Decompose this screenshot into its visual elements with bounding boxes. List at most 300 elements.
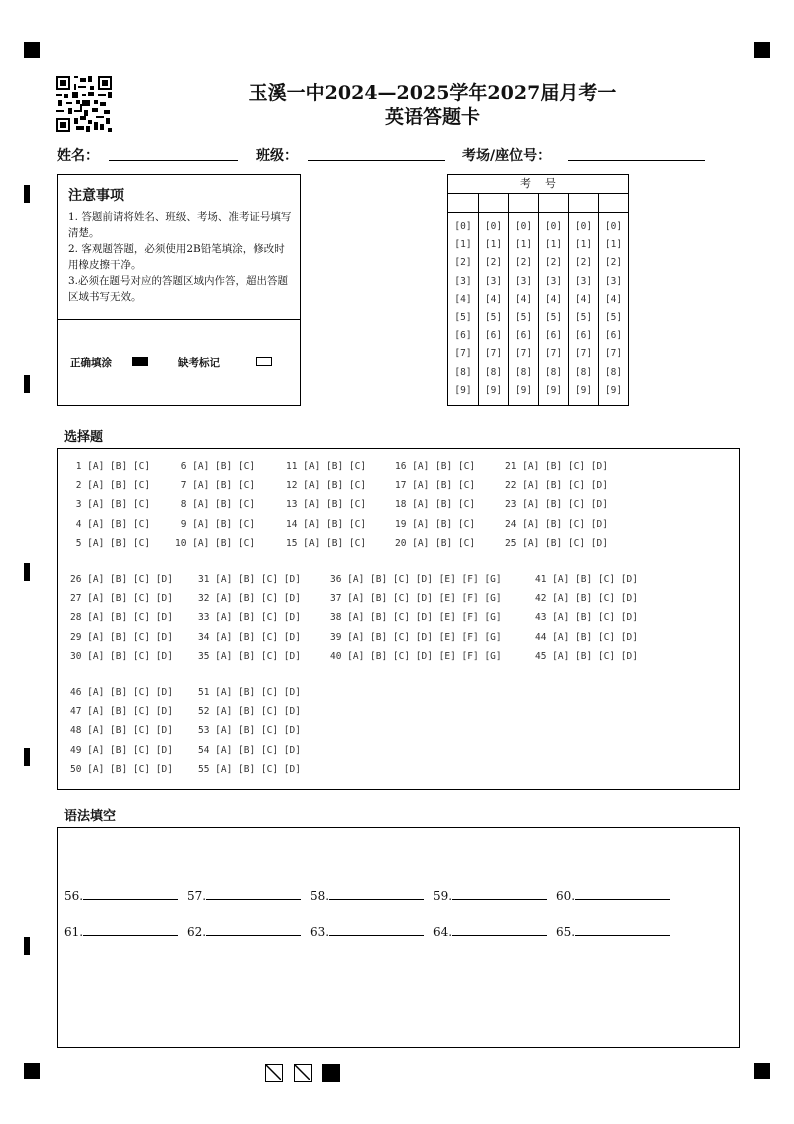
option-bubbles[interactable]: [A] [B] [C] [D] <box>87 744 173 756</box>
timing-mark <box>24 375 30 393</box>
exam-digit-bubble[interactable]: [9] <box>544 384 563 396</box>
option-bubbles[interactable]: [A] [B] [C] <box>412 499 476 511</box>
question-33[interactable] <box>198 612 301 623</box>
question-55[interactable] <box>198 764 301 775</box>
blank-number: 62. <box>187 925 207 939</box>
question-41[interactable] <box>535 574 638 585</box>
option-bubbles[interactable]: [A] [B] [C] [D] <box>552 631 638 643</box>
option-bubbles[interactable]: [A] [B] [C] [D] <box>87 650 173 662</box>
exam-digit-bubble[interactable]: [0] <box>484 221 503 232</box>
question-35[interactable] <box>198 651 301 662</box>
question-22[interactable] <box>505 480 608 491</box>
exam-digit-bubble[interactable]: [0] <box>544 221 563 232</box>
question-14[interactable] <box>286 519 366 530</box>
absent-mark-label: 缺考标记 <box>178 357 220 369</box>
option-bubbles[interactable]: [A] [B] [C] <box>87 499 151 511</box>
correct-fill-label: 正确填涂 <box>70 357 112 369</box>
exam-digit-bubble[interactable]: [6] <box>454 330 472 342</box>
question-24[interactable] <box>505 519 608 530</box>
option-bubbles[interactable]: [A] [B] [C] <box>87 480 151 492</box>
question-53[interactable] <box>198 725 301 736</box>
option-bubbles[interactable]: [A] [B] [C] <box>87 461 151 472</box>
exam-digit-bubble[interactable]: [0] <box>454 221 472 232</box>
option-bubbles[interactable]: [A] [B] [C] [D] <box>87 706 173 718</box>
notice-item: 3.必须在题号对应的答题区域内作答，超出答题区域书写无效。 <box>68 275 289 303</box>
question-9[interactable] <box>175 519 255 530</box>
name-label: 姓名： <box>57 148 99 164</box>
correct-fill-sample <box>132 357 148 366</box>
option-bubbles[interactable]: [A] [B] [C] [D] <box>87 687 173 698</box>
question-number: 44 <box>535 631 553 643</box>
question-number: 6 <box>175 461 193 472</box>
question-2[interactable] <box>70 480 150 491</box>
exam-digit-bubble[interactable]: [4] <box>604 293 623 305</box>
exam-digit-bubble[interactable]: [4] <box>454 293 472 305</box>
question-number: 15 <box>286 537 304 549</box>
question-23[interactable] <box>505 499 608 510</box>
question-number: 19 <box>395 518 413 530</box>
exam-digit-bubble[interactable]: [2] <box>544 257 563 269</box>
exam-number-write-cell[interactable] <box>539 194 568 213</box>
exam-number-column <box>508 194 538 405</box>
absent-mark-box[interactable] <box>256 357 272 366</box>
corner-mark-top-right <box>754 42 770 58</box>
question-42[interactable] <box>535 593 638 604</box>
grammar-fill-title: 语法填空 <box>64 809 117 824</box>
question-number: 37 <box>330 593 348 605</box>
question-26[interactable] <box>70 574 173 585</box>
question-number: 48 <box>70 725 88 737</box>
question-11[interactable] <box>286 461 366 472</box>
exam-digit-bubble[interactable]: [7] <box>544 348 563 360</box>
blank-number: 63. <box>310 925 330 939</box>
option-bubbles[interactable]: [A] [B] [C] [D] <box>215 744 301 756</box>
question-21[interactable] <box>505 461 608 472</box>
option-bubbles[interactable]: [A] [B] [C] [D] <box>215 631 301 643</box>
question-number: 3 <box>70 499 88 511</box>
question-number: 13 <box>286 499 304 511</box>
option-bubbles[interactable]: [A] [B] [C] [D] [E] [F] [G] <box>347 574 502 585</box>
blank-line[interactable] <box>452 924 547 936</box>
exam-digit-bubble[interactable]: [5] <box>574 311 593 323</box>
exam-digit-bubble[interactable]: [5] <box>604 311 623 323</box>
option-bubbles[interactable]: [A] [B] [C] [D] <box>215 612 301 624</box>
question-43[interactable] <box>535 612 638 623</box>
question-number: 21 <box>505 461 523 472</box>
question-number: 24 <box>505 518 523 530</box>
notice-box <box>57 174 301 406</box>
exam-digit-bubble[interactable]: [4] <box>514 293 533 305</box>
blank-line[interactable] <box>329 924 424 936</box>
question-number: 20 <box>395 537 413 549</box>
question-29[interactable] <box>70 632 173 643</box>
exam-digit-bubble[interactable]: [8] <box>574 366 593 378</box>
corner-mark-bottom-right <box>754 1063 770 1079</box>
question-number: 2 <box>70 480 88 492</box>
question-number: 54 <box>198 744 216 756</box>
question-number: 47 <box>70 706 88 718</box>
exam-digit-bubble[interactable]: [3] <box>484 275 503 287</box>
exam-number-header: 考号 <box>448 175 628 194</box>
timing-mark <box>24 748 30 766</box>
blank-line[interactable] <box>83 924 178 936</box>
blank-number: 61. <box>64 925 84 939</box>
timing-mark <box>24 185 30 203</box>
notice-items <box>68 209 294 305</box>
question-number: 26 <box>70 574 88 585</box>
option-bubbles[interactable]: [A] [B] [C] [D] <box>87 763 173 775</box>
exam-digit-bubble[interactable]: [8] <box>544 366 563 378</box>
exam-digit-bubble[interactable]: [7] <box>484 348 503 360</box>
question-48[interactable] <box>70 725 173 736</box>
question-19[interactable] <box>395 519 475 530</box>
question-number: 25 <box>505 537 523 549</box>
blank-number: 65. <box>556 925 576 939</box>
question-number: 1 <box>70 461 88 472</box>
question-38[interactable] <box>330 612 502 623</box>
option-bubbles[interactable]: [A] [B] [C] <box>303 480 367 492</box>
blank-number: 56. <box>64 889 84 903</box>
page-title: 玉溪一中2024—2025学年2027届月考一 <box>248 82 617 104</box>
exam-digit-bubble[interactable]: [1] <box>484 239 503 251</box>
blank-line[interactable] <box>83 888 178 900</box>
exam-digit-bubble[interactable]: [2] <box>484 257 503 269</box>
option-bubbles[interactable]: [A] [B] [C] [D] <box>87 574 173 585</box>
multiple-choice-title: 选择题 <box>64 430 104 445</box>
question-45[interactable] <box>535 651 638 662</box>
question-5[interactable] <box>70 538 150 549</box>
option-bubbles[interactable]: [A] [B] [C] <box>303 518 367 530</box>
option-bubbles[interactable]: [A] [B] [C] <box>192 480 256 492</box>
question-number: 52 <box>198 706 216 718</box>
question-46[interactable] <box>70 687 173 698</box>
option-bubbles[interactable]: [A] [B] [C] [D] <box>215 687 301 698</box>
exam-digit-bubble[interactable]: [8] <box>484 366 503 378</box>
exam-digit-bubble[interactable]: [0] <box>604 221 623 232</box>
exam-digit-bubble[interactable]: [5] <box>544 311 563 323</box>
option-bubbles[interactable]: [A] [B] [C] [D] <box>87 725 173 737</box>
option-bubbles[interactable]: [A] [B] [C] [D] <box>87 631 173 643</box>
blank-62[interactable] <box>187 924 301 939</box>
exam-digit-bubble[interactable]: [1] <box>454 239 472 251</box>
notice-title: 注意事项 <box>68 188 124 204</box>
option-bubbles[interactable]: [A] [B] [C] [D] <box>87 593 173 605</box>
question-31[interactable] <box>198 574 301 585</box>
question-number: 43 <box>535 612 553 624</box>
blank-59[interactable] <box>433 888 547 903</box>
option-bubbles[interactable]: [A] [B] [C] <box>192 537 256 549</box>
question-number: 40 <box>330 650 348 662</box>
option-bubbles[interactable]: [A] [B] [C] <box>192 499 256 511</box>
exam-number-write-cell[interactable] <box>509 194 538 213</box>
exam-digit-bubble[interactable]: [1] <box>544 239 563 251</box>
corner-mark-bottom-left <box>24 1063 40 1079</box>
option-bubbles[interactable]: [A] [B] [C] [D] <box>215 574 301 585</box>
exam-digit-bubble[interactable]: [8] <box>454 366 472 378</box>
question-51[interactable] <box>198 687 301 698</box>
exam-digit-bubble[interactable]: [7] <box>454 348 472 360</box>
question-number: 35 <box>198 650 216 662</box>
option-bubbles[interactable]: [A] [B] [C] [D] <box>215 725 301 737</box>
page-marker-crossed-box <box>294 1064 312 1082</box>
exam-digit-bubble[interactable]: [9] <box>574 384 593 396</box>
question-12[interactable] <box>286 480 366 491</box>
exam-digit-bubble[interactable]: [6] <box>604 330 623 342</box>
question-49[interactable] <box>70 745 173 756</box>
page-subtitle: 英语答题卡 <box>384 106 480 128</box>
blank-line[interactable] <box>575 924 670 936</box>
question-28[interactable] <box>70 612 173 623</box>
option-bubbles[interactable]: [A] [B] [C] <box>412 480 476 492</box>
question-47[interactable] <box>70 706 173 717</box>
question-number: 27 <box>70 593 88 605</box>
blank-line[interactable] <box>452 888 547 900</box>
question-number: 36 <box>330 574 348 585</box>
option-bubbles[interactable]: [A] [B] [C] <box>412 461 476 472</box>
timing-mark <box>24 563 30 581</box>
question-number: 53 <box>198 725 216 737</box>
exam-number-write-cell[interactable] <box>569 194 598 213</box>
question-number: 29 <box>70 631 88 643</box>
option-bubbles[interactable]: [A] [B] [C] [D] <box>87 612 173 624</box>
exam-number-column <box>538 194 568 405</box>
exam-number-write-cell[interactable] <box>599 194 628 213</box>
question-number: 34 <box>198 631 216 643</box>
timing-mark <box>24 937 30 955</box>
blank-60[interactable] <box>556 888 670 903</box>
option-bubbles[interactable]: [A] [B] [C] <box>303 461 367 472</box>
multiple-choice-area <box>57 448 740 790</box>
option-bubbles[interactable]: [A] [B] [C] [D] <box>522 499 608 511</box>
class-field[interactable] <box>308 160 445 161</box>
exam-digit-bubble[interactable]: [6] <box>544 330 563 342</box>
exam-number-column <box>598 194 628 405</box>
question-13[interactable] <box>286 499 366 510</box>
exam-number-column <box>568 194 598 405</box>
blank-line[interactable] <box>329 888 424 900</box>
question-number: 42 <box>535 593 553 605</box>
question-number: 23 <box>505 499 523 511</box>
question-39[interactable] <box>330 632 502 643</box>
exam-digit-bubble[interactable]: [2] <box>574 257 593 269</box>
question-number: 11 <box>286 461 304 472</box>
question-52[interactable] <box>198 706 301 717</box>
question-37[interactable] <box>330 593 502 604</box>
question-1[interactable] <box>70 461 150 472</box>
exam-number-grid <box>447 174 629 406</box>
option-bubbles[interactable]: [A] [B] [C] <box>87 518 151 530</box>
question-18[interactable] <box>395 499 475 510</box>
option-bubbles[interactable]: [A] [B] [C] [D] [E] [F] [G] <box>347 650 502 662</box>
question-number: 5 <box>70 537 88 549</box>
question-number: 14 <box>286 518 304 530</box>
exam-digit-bubble[interactable]: [0] <box>574 221 593 232</box>
option-bubbles[interactable]: [A] [B] [C] [D] <box>215 763 301 775</box>
exam-number-column <box>478 194 508 405</box>
question-number: 30 <box>70 650 88 662</box>
question-number: 41 <box>535 574 553 585</box>
blank-number: 58. <box>310 889 330 903</box>
question-number: 4 <box>70 518 88 530</box>
exam-digit-bubble[interactable]: [2] <box>454 257 472 269</box>
question-54[interactable] <box>198 745 301 756</box>
question-number: 33 <box>198 612 216 624</box>
question-number: 51 <box>198 687 216 698</box>
question-number: 38 <box>330 612 348 624</box>
question-27[interactable] <box>70 593 173 604</box>
question-number: 45 <box>535 650 553 662</box>
exam-digit-bubble[interactable]: [3] <box>544 275 563 287</box>
blank-line[interactable] <box>575 888 670 900</box>
exam-digit-bubble[interactable]: [2] <box>514 257 533 269</box>
option-bubbles[interactable]: [A] [B] [C] [D] <box>215 706 301 718</box>
question-10[interactable] <box>175 538 255 549</box>
exam-digit-bubble[interactable]: [3] <box>454 275 472 287</box>
name-field[interactable] <box>109 160 238 161</box>
option-bubbles[interactable]: [A] [B] [C] [D] <box>552 593 638 605</box>
option-bubbles[interactable]: [A] [B] [C] [D] <box>552 650 638 662</box>
question-15[interactable] <box>286 538 366 549</box>
option-bubbles[interactable]: [A] [B] [C] [D] <box>552 574 638 585</box>
question-3[interactable] <box>70 499 150 510</box>
question-17[interactable] <box>395 480 475 491</box>
exam-digit-bubble[interactable]: [7] <box>574 348 593 360</box>
question-30[interactable] <box>70 651 173 662</box>
option-bubbles[interactable]: [A] [B] [C] <box>412 518 476 530</box>
room-seat-label: 考场/座位号： <box>462 148 552 164</box>
option-bubbles[interactable]: [A] [B] [C] [D] <box>552 612 638 624</box>
option-bubbles[interactable]: [A] [B] [C] [D] [E] [F] [G] <box>347 612 502 624</box>
blank-61[interactable] <box>64 924 178 939</box>
option-bubbles[interactable]: [A] [B] [C] [D] <box>522 461 608 472</box>
room-seat-field[interactable] <box>568 160 705 161</box>
question-36[interactable] <box>330 574 502 585</box>
exam-digit-bubble[interactable]: [4] <box>484 293 503 305</box>
exam-number-column <box>448 194 478 405</box>
exam-digit-bubble[interactable]: [3] <box>514 275 533 287</box>
question-4[interactable] <box>70 519 150 530</box>
exam-digit-bubble[interactable]: [6] <box>484 330 503 342</box>
exam-digit-bubble[interactable]: [1] <box>514 239 533 251</box>
blank-number: 60. <box>556 889 576 903</box>
question-number: 46 <box>70 687 88 698</box>
blank-56[interactable] <box>64 888 178 903</box>
question-number: 49 <box>70 744 88 756</box>
option-bubbles[interactable]: [A] [B] [C] [D] <box>215 593 301 605</box>
exam-digit-bubble[interactable]: [5] <box>484 311 503 323</box>
exam-number-write-cell[interactable] <box>479 194 508 213</box>
question-number: 55 <box>198 763 216 775</box>
blank-63[interactable] <box>310 924 424 939</box>
option-bubbles[interactable]: [A] [B] [C] <box>192 461 256 472</box>
question-8[interactable] <box>175 499 255 510</box>
exam-digit-bubble[interactable]: [9] <box>604 384 623 396</box>
question-number: 8 <box>175 499 193 511</box>
question-number: 7 <box>175 480 193 492</box>
question-number: 17 <box>395 480 413 492</box>
exam-digit-bubble[interactable]: [5] <box>454 311 472 323</box>
option-bubbles[interactable]: [A] [B] [C] <box>303 499 367 511</box>
question-50[interactable] <box>70 764 173 775</box>
question-number: 9 <box>175 518 193 530</box>
blank-number: 59. <box>433 889 453 903</box>
class-label: 班级： <box>256 148 298 164</box>
grammar-fill-area <box>57 827 740 1048</box>
blank-line[interactable] <box>206 924 301 936</box>
exam-digit-bubble[interactable]: [3] <box>574 275 593 287</box>
option-bubbles[interactable]: [A] [B] [C] [D] <box>522 480 608 492</box>
blank-number: 57. <box>187 889 207 903</box>
question-number: 10 <box>175 537 193 549</box>
question-20[interactable] <box>395 538 475 549</box>
question-number: 18 <box>395 499 413 511</box>
exam-digit-bubble[interactable]: [7] <box>514 348 533 360</box>
exam-digit-bubble[interactable]: [6] <box>574 330 593 342</box>
option-bubbles[interactable]: [A] [B] [C] <box>87 537 151 549</box>
option-bubbles[interactable]: [A] [B] [C] [D] [E] [F] [G] <box>347 593 502 605</box>
notice-item: 1. 答题前请将姓名、班级、考场、准考证号填写清楚。 <box>68 211 292 239</box>
question-number: 32 <box>198 593 216 605</box>
question-25[interactable] <box>505 538 608 549</box>
question-number: 22 <box>505 480 523 492</box>
option-bubbles[interactable]: [A] [B] [C] [D] [E] [F] [G] <box>347 631 502 643</box>
page-marker-crossed-box <box>265 1064 283 1082</box>
option-bubbles[interactable]: [A] [B] [C] [D] <box>215 650 301 662</box>
exam-digit-bubble[interactable]: [9] <box>454 384 472 396</box>
blank-line[interactable] <box>206 888 301 900</box>
exam-digit-bubble[interactable]: [3] <box>604 275 623 287</box>
divider <box>58 319 300 320</box>
exam-digit-bubble[interactable]: [6] <box>514 330 533 342</box>
question-7[interactable] <box>175 480 255 491</box>
question-number: 12 <box>286 480 304 492</box>
blank-65[interactable] <box>556 924 670 939</box>
exam-digit-bubble[interactable]: [1] <box>574 239 593 251</box>
qr-code-icon <box>56 76 112 132</box>
option-bubbles[interactable]: [A] [B] [C] <box>412 537 476 549</box>
option-bubbles[interactable]: [A] [B] [C] <box>192 518 256 530</box>
question-number: 50 <box>70 763 88 775</box>
corner-mark-top-left <box>24 42 40 58</box>
exam-digit-bubble[interactable]: [8] <box>514 366 533 378</box>
exam-digit-bubble[interactable]: [5] <box>514 311 533 323</box>
exam-digit-bubble[interactable]: [4] <box>544 293 563 305</box>
blank-64[interactable] <box>433 924 547 939</box>
exam-digit-bubble[interactable]: [0] <box>514 221 533 232</box>
exam-digit-bubble[interactable]: [9] <box>514 384 533 396</box>
exam-digit-bubble[interactable]: [8] <box>604 366 623 378</box>
question-32[interactable] <box>198 593 301 604</box>
exam-number-write-cell[interactable] <box>448 194 478 213</box>
question-44[interactable] <box>535 632 638 643</box>
exam-digit-bubble[interactable]: [7] <box>604 348 623 360</box>
exam-digit-bubble[interactable]: [9] <box>484 384 503 396</box>
exam-digit-bubble[interactable]: [1] <box>604 239 623 251</box>
question-16[interactable] <box>395 461 475 472</box>
exam-digit-bubble[interactable]: [2] <box>604 257 623 269</box>
page-marker-filled-box <box>322 1064 340 1082</box>
option-bubbles[interactable]: [A] [B] [C] [D] <box>522 537 608 549</box>
option-bubbles[interactable]: [A] [B] [C] [D] <box>522 518 608 530</box>
blank-58[interactable] <box>310 888 424 903</box>
question-40[interactable] <box>330 651 502 662</box>
option-bubbles[interactable]: [A] [B] [C] <box>303 537 367 549</box>
exam-digit-bubble[interactable]: [4] <box>574 293 593 305</box>
question-6[interactable] <box>175 461 255 472</box>
question-34[interactable] <box>198 632 301 643</box>
notice-item: 2. 客观题答题，必须使用2B铅笔填涂，修改时用橡皮擦干净。 <box>68 243 285 271</box>
blank-57[interactable] <box>187 888 301 903</box>
